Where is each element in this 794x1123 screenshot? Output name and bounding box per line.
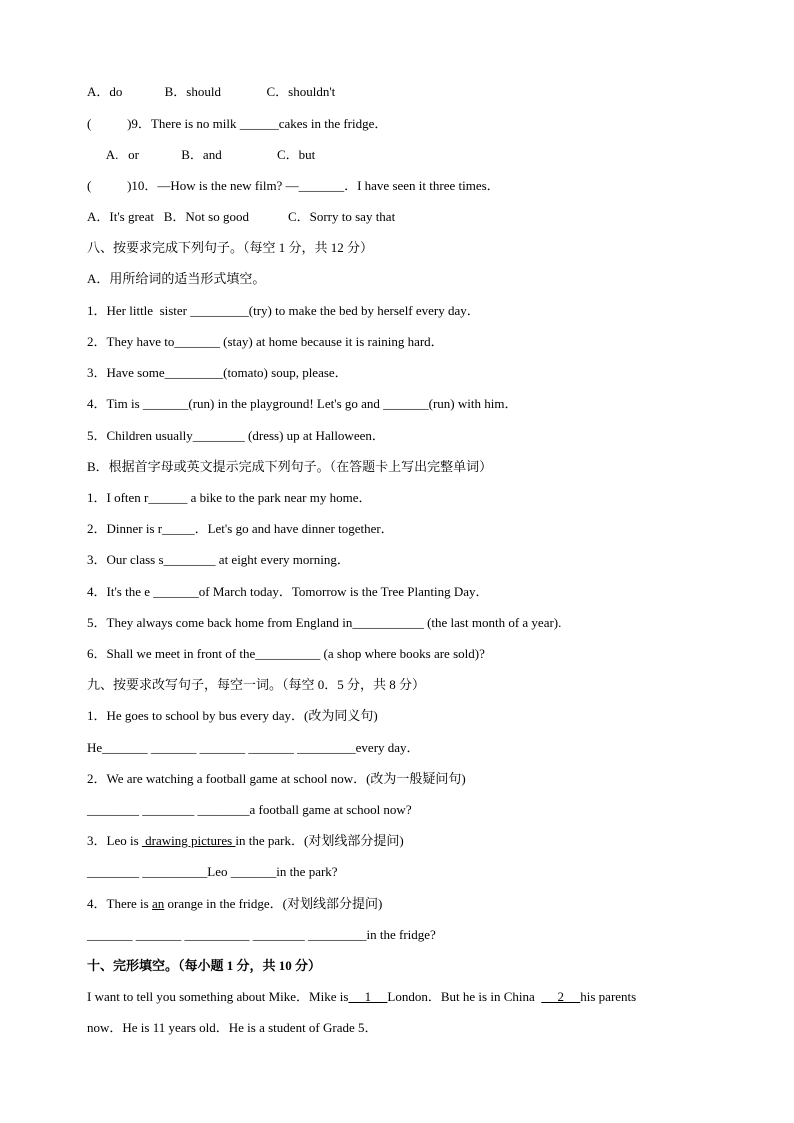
text-segment: 5．They always come back home from England in___________ (the last month of a year). bbox=[87, 615, 562, 630]
text-segment: 4．Tim is _______(run) in the playground! Let's go and _______(run) with him． bbox=[87, 396, 518, 411]
text-line-19 bbox=[87, 646, 485, 662]
text-segment: A．用所给词的适当形式填空。 bbox=[87, 271, 266, 286]
text-segment: 3．Leo is bbox=[87, 833, 142, 848]
text-segment: ________ __________Leo _______in the park? bbox=[87, 864, 338, 879]
text-line-29 bbox=[87, 958, 321, 974]
text-line-4 bbox=[87, 178, 500, 194]
text-line-18 bbox=[87, 615, 561, 631]
text-segment: A．do B．should C．shouldn't bbox=[87, 84, 336, 99]
text-line-7 bbox=[87, 271, 265, 287]
text-segment: ________ ________ ________a football game at school now? bbox=[87, 802, 412, 817]
text-segment: now．He is 11 years old．He is a student of Grade 5． bbox=[87, 1020, 378, 1035]
underlined-text: 1 bbox=[348, 989, 388, 1004]
text-line-21 bbox=[87, 708, 378, 724]
underlined-text: drawing pictures bbox=[141, 833, 236, 848]
text-segment: 2．We are watching a football game at school now．(改为一般疑问句) bbox=[87, 771, 466, 786]
text-segment: 3．Our class s________ at eight every morning． bbox=[87, 552, 350, 567]
text-line-10 bbox=[87, 365, 348, 381]
text-segment: 2．They have to_______ (stay) at home because it is raining hard． bbox=[87, 334, 444, 349]
text-line-8 bbox=[87, 303, 480, 319]
text-line-24 bbox=[87, 802, 412, 818]
underlined-text: an bbox=[151, 896, 165, 911]
text-line-2 bbox=[87, 116, 387, 132]
text-line-16 bbox=[87, 552, 350, 568]
text-segment: He_______ _______ _______ _______ _________every day． bbox=[87, 740, 420, 755]
text-segment: 十、完形填空。（每小题 1 分，共 10 分） bbox=[87, 958, 322, 973]
text-line-12 bbox=[87, 428, 385, 444]
text-line-26 bbox=[87, 864, 338, 880]
text-line-31 bbox=[87, 1020, 378, 1036]
text-line-22 bbox=[87, 740, 420, 756]
text-segment: 1．He goes to school by bus every day．(改为同义句) bbox=[87, 708, 378, 723]
text-line-15 bbox=[87, 521, 394, 537]
text-line-1 bbox=[87, 84, 335, 100]
text-segment: 2．Dinner is r_____．Let's go and have dinner together． bbox=[87, 521, 394, 536]
text-segment: A．It's great B．Not so good C．Sorry to say that bbox=[87, 209, 396, 224]
text-segment: his parents bbox=[580, 989, 637, 1004]
text-line-23 bbox=[87, 771, 466, 787]
underlined-text: 2 bbox=[541, 989, 581, 1004]
text-segment: 5．Children usually________ (dress) up at Halloween． bbox=[87, 428, 385, 443]
text-segment: 4．There is bbox=[87, 896, 152, 911]
text-segment: 九、按要求改写句子，每空一词。（每空 0．5 分，共 8 分） bbox=[87, 677, 426, 692]
text-segment: London．But he is in China bbox=[387, 989, 542, 1004]
text-line-14 bbox=[87, 490, 371, 506]
text-segment: 1．Her little sister _________(try) to make the bed by herself every day． bbox=[87, 303, 480, 318]
text-segment: I want to tell you something about Mike．Mike is bbox=[87, 989, 349, 1004]
text-segment: 4．It's the e _______of March today．Tomorrow is the Tree Planting Day． bbox=[87, 584, 489, 599]
text-segment: 1．I often r______ a bike to the park near my home． bbox=[87, 490, 372, 505]
text-segment: 八、按要求完成下列句子。（每空 1 分，共 12 分） bbox=[87, 240, 374, 255]
text-segment: in the park．(对划线部分提问) bbox=[235, 833, 404, 848]
text-line-11 bbox=[87, 396, 517, 412]
text-line-3 bbox=[87, 147, 315, 163]
text-line-25 bbox=[87, 833, 404, 849]
text-line-5 bbox=[87, 209, 395, 225]
text-line-27 bbox=[87, 896, 382, 912]
text-line-9 bbox=[87, 334, 444, 350]
text-line-17 bbox=[87, 584, 489, 600]
text-line-30 bbox=[87, 989, 636, 1005]
text-segment: 6．Shall we meet in front of the__________ (a shop where books are sold)? bbox=[87, 646, 485, 661]
text-segment: A. or B．and C．but bbox=[87, 147, 316, 162]
text-segment: _______ _______ __________ ________ _________in the fridge? bbox=[87, 927, 436, 942]
text-segment: orange in the fridge．(对划线部分提问) bbox=[164, 896, 383, 911]
text-line-13 bbox=[87, 459, 492, 475]
text-segment: 3．Have some_________(tomato) soup, please． bbox=[87, 365, 348, 380]
text-line-20 bbox=[87, 677, 425, 693]
text-segment: B．根据首字母或英文提示完成下列句子。（在答题卡上写出完整单词） bbox=[87, 459, 493, 474]
text-segment: ( )9．There is no milk ______cakes in the fridge． bbox=[87, 116, 388, 131]
text-line-6 bbox=[87, 240, 373, 256]
text-segment: ( )10．—How is the new film? —_______．I have seen it three times． bbox=[87, 178, 500, 193]
text-line-28 bbox=[87, 927, 436, 943]
